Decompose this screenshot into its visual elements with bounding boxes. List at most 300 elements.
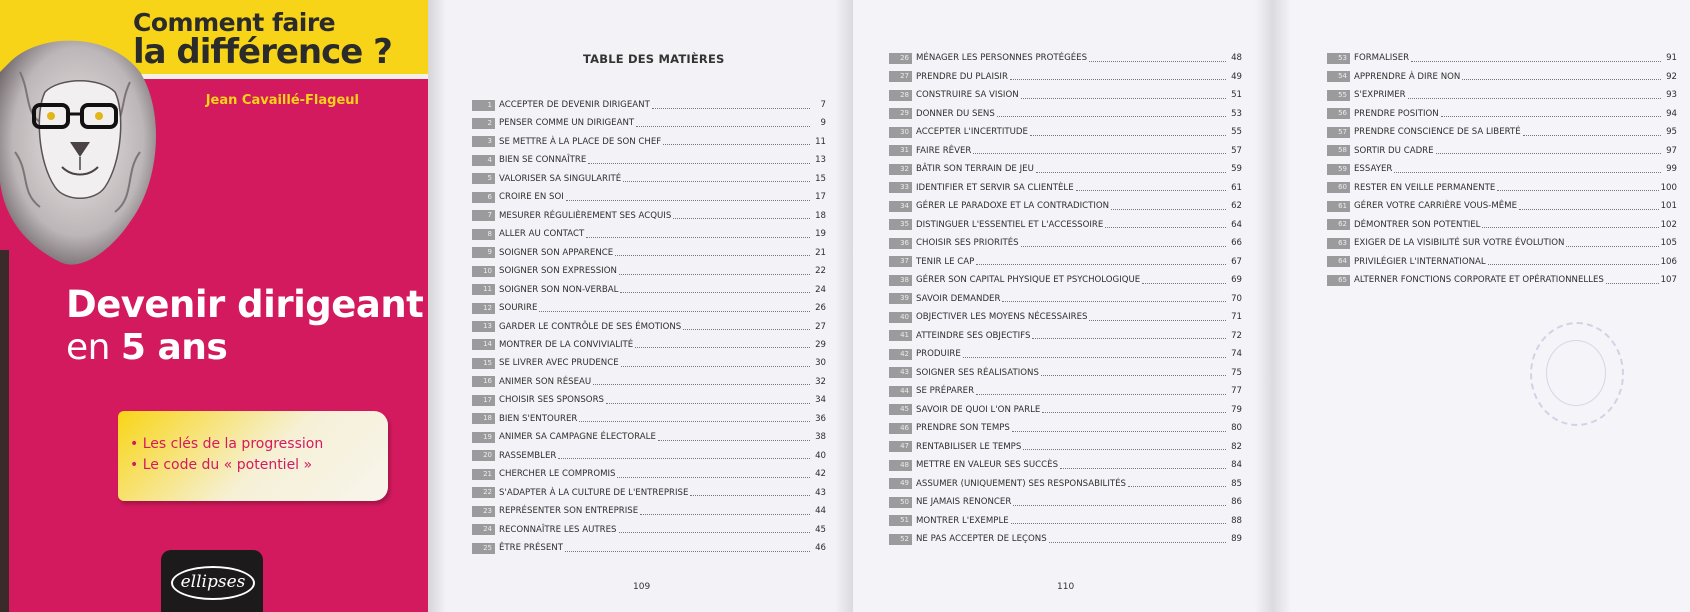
dot-leader bbox=[1411, 61, 1661, 62]
chapter-title: ACCEPTER L'INCERTITUDE bbox=[916, 127, 1028, 137]
selling-points-box bbox=[118, 411, 388, 501]
chapter-number: 11 bbox=[472, 284, 495, 295]
dot-leader bbox=[1049, 542, 1226, 543]
publisher-badge bbox=[161, 550, 263, 612]
chapter-page: 51 bbox=[1231, 90, 1242, 100]
chapter-page: 7 bbox=[820, 100, 826, 110]
toc-entry bbox=[1327, 162, 1677, 176]
toc-entry bbox=[472, 412, 826, 426]
chapter-number: 15 bbox=[472, 358, 495, 369]
dot-leader bbox=[1011, 523, 1226, 524]
chapter-number: 46 bbox=[889, 423, 912, 434]
chapter-title: RENTABILISER LE TEMPS bbox=[916, 441, 1022, 452]
dot-leader bbox=[615, 255, 810, 256]
chapter-page: 100 bbox=[1660, 182, 1677, 193]
chapter-title: SE LIVRER AVEC PRUDENCE bbox=[499, 358, 619, 369]
chapter-page: 94 bbox=[1666, 108, 1677, 119]
chapter-number: 41 bbox=[889, 330, 912, 341]
chapter-page: 80 bbox=[1231, 423, 1242, 433]
chapter-page: 88 bbox=[1231, 515, 1242, 526]
chapter-number: 51 bbox=[889, 515, 912, 526]
chapter-page: 85 bbox=[1231, 478, 1242, 489]
chapter-title: NE JAMAIS RENONCER bbox=[916, 497, 1012, 507]
chapter-title: SAVOIR DEMANDER bbox=[916, 293, 1001, 304]
toc-entry bbox=[472, 486, 826, 500]
toc-page-111 bbox=[1273, 0, 1690, 612]
series-title-line1: Comment faire bbox=[133, 8, 336, 37]
chapter-page: 77 bbox=[1231, 386, 1242, 396]
dot-leader bbox=[1519, 209, 1659, 210]
toc-entry bbox=[889, 255, 1242, 269]
chapter-page: 17 bbox=[815, 192, 826, 203]
dot-leader bbox=[1030, 135, 1226, 136]
chapter-page: 45 bbox=[815, 524, 826, 535]
chapter-page: 64 bbox=[1231, 219, 1242, 230]
chapter-page: 19 bbox=[815, 229, 826, 240]
toc-entry bbox=[889, 366, 1242, 380]
dot-leader bbox=[1523, 135, 1661, 136]
dot-leader bbox=[663, 144, 810, 145]
toc-entry bbox=[472, 190, 826, 204]
chapter-page: 69 bbox=[1231, 275, 1242, 285]
toc-entry bbox=[472, 449, 826, 463]
chapter-number: 40 bbox=[889, 312, 912, 323]
chapter-number: 62 bbox=[1327, 219, 1350, 230]
chapter-page: 79 bbox=[1231, 404, 1242, 415]
series-title-line2: la différence ? bbox=[133, 32, 392, 72]
chapter-number: 45 bbox=[889, 404, 912, 415]
dot-leader bbox=[586, 237, 810, 238]
toc-entry bbox=[889, 144, 1242, 158]
chapter-title: FAIRE RÊVER bbox=[916, 145, 972, 156]
chapter-page: 92 bbox=[1666, 71, 1677, 82]
chapter-title: PRENDRE POSITION bbox=[1354, 108, 1439, 119]
dot-leader bbox=[1111, 209, 1226, 210]
dot-leader bbox=[635, 347, 810, 348]
chapter-page: 26 bbox=[815, 303, 826, 314]
chapter-title: ALTERNER FONCTIONS CORPORATE ET OPÉRATIONNELLES bbox=[1354, 275, 1604, 285]
toc-entry bbox=[472, 227, 826, 241]
dot-leader bbox=[621, 366, 810, 367]
chapter-title: RECONNAÎTRE LES AUTRES bbox=[499, 524, 617, 535]
toc-title: TABLE DES MATIÈRES bbox=[583, 52, 725, 66]
dot-leader bbox=[1002, 301, 1226, 302]
chapter-number: 23 bbox=[472, 506, 495, 517]
dot-leader bbox=[976, 394, 1226, 395]
chapter-title: SOURIRE bbox=[499, 303, 538, 314]
chapter-page: 62 bbox=[1231, 201, 1242, 211]
toc-entry bbox=[472, 375, 826, 389]
chapter-title: ASSUMER (UNIQUEMENT) SES RESPONSABILITÉS bbox=[916, 478, 1127, 489]
chapter-title: DISTINGUER L'ESSENTIEL ET L'ACCESSOIRE bbox=[916, 219, 1104, 230]
chapter-title: FORMALISER bbox=[1354, 53, 1410, 63]
chapter-title: PRENDRE CONSCIENCE DE SA LIBERTÉ bbox=[1354, 127, 1521, 137]
toc-entry bbox=[889, 51, 1242, 65]
dot-leader bbox=[1441, 116, 1661, 117]
chapter-number: 28 bbox=[889, 90, 912, 101]
dot-leader bbox=[1036, 172, 1226, 173]
chapter-page: 102 bbox=[1660, 219, 1677, 230]
dot-leader bbox=[1089, 320, 1226, 321]
chapter-number: 63 bbox=[1327, 238, 1350, 249]
toc-entry bbox=[889, 107, 1242, 121]
toc-entry bbox=[472, 283, 826, 297]
chapter-page: 84 bbox=[1231, 460, 1242, 470]
toc-entry bbox=[472, 209, 826, 223]
chapter-page: 72 bbox=[1231, 330, 1242, 341]
chapter-number: 58 bbox=[1327, 145, 1350, 156]
toc-entry bbox=[472, 135, 826, 149]
dot-leader bbox=[623, 181, 810, 182]
toc-entry bbox=[889, 88, 1242, 102]
toc-entry bbox=[472, 504, 826, 518]
dot-leader bbox=[1408, 98, 1661, 99]
toc-entry bbox=[1327, 144, 1677, 158]
chapter-page: 29 bbox=[815, 339, 826, 350]
toc-entry bbox=[1327, 199, 1677, 213]
dot-leader bbox=[606, 403, 810, 404]
chapter-page: 44 bbox=[815, 506, 826, 517]
toc-entry bbox=[1327, 88, 1677, 102]
dot-leader bbox=[1089, 61, 1226, 62]
dot-leader bbox=[1076, 190, 1226, 191]
toc-page-110 bbox=[853, 0, 1273, 612]
chapter-title: ATTEINDRE SES OBJECTIFS bbox=[916, 330, 1031, 341]
toc-entry bbox=[1327, 273, 1677, 287]
chapter-number: 13 bbox=[472, 321, 495, 332]
chapter-title: GÉRER SON CAPITAL PHYSIQUE ET PSYCHOLOGIQUE bbox=[916, 275, 1141, 285]
chapter-title: CHOISIR SES SPONSORS bbox=[499, 395, 605, 406]
chapter-number: 5 bbox=[472, 173, 495, 184]
chapter-page: 89 bbox=[1231, 534, 1242, 544]
chapter-number: 50 bbox=[889, 497, 912, 508]
toc-entry bbox=[889, 384, 1242, 398]
toc-entry bbox=[889, 199, 1242, 213]
dot-leader bbox=[1128, 486, 1226, 487]
chapter-number: 37 bbox=[889, 256, 912, 267]
dot-leader bbox=[1021, 246, 1226, 247]
chapter-title: ANIMER SON RÉSEAU bbox=[499, 376, 592, 387]
chapter-number: 36 bbox=[889, 238, 912, 249]
page-number-109: 109 bbox=[633, 582, 651, 592]
chapter-page: 38 bbox=[815, 432, 826, 443]
chapter-number: 10 bbox=[472, 266, 495, 277]
chapter-page: 91 bbox=[1666, 53, 1677, 63]
chapter-title: GARDER LE CONTRÔLE DE SES ÉMOTIONS bbox=[499, 321, 682, 332]
toc-entry bbox=[889, 273, 1242, 287]
chapter-title: PENSER COMME UN DIRIGEANT bbox=[499, 118, 635, 129]
chapter-title: BÂTIR SON TERRAIN DE JEU bbox=[916, 164, 1034, 174]
toc-entry bbox=[472, 172, 826, 186]
chapter-page: 21 bbox=[815, 247, 826, 258]
chapter-number: 52 bbox=[889, 534, 912, 545]
dot-leader bbox=[558, 458, 810, 459]
dot-leader bbox=[1060, 468, 1226, 469]
book-cover bbox=[0, 0, 428, 612]
toc-entry bbox=[472, 430, 826, 444]
dot-leader bbox=[997, 116, 1226, 117]
chapter-number: 4 bbox=[472, 155, 495, 166]
dot-leader bbox=[1023, 449, 1226, 450]
dot-leader bbox=[1566, 246, 1658, 247]
library-stamp-icon bbox=[1530, 322, 1624, 426]
chapter-title: VALORISER SA SINGULARITÉ bbox=[499, 173, 622, 184]
dot-leader bbox=[565, 551, 810, 552]
dot-leader bbox=[1482, 227, 1658, 228]
chapter-page: 36 bbox=[815, 413, 826, 424]
dot-leader bbox=[1394, 172, 1661, 173]
cover-spine-edge bbox=[0, 250, 9, 612]
chapter-title: PRIVILÉGIER L'INTERNATIONAL bbox=[1354, 256, 1486, 267]
chapter-page: 61 bbox=[1231, 182, 1242, 193]
chapter-number: 20 bbox=[472, 450, 495, 461]
chapter-number: 12 bbox=[472, 303, 495, 314]
chapter-number: 3 bbox=[472, 136, 495, 147]
toc-entry bbox=[889, 532, 1242, 546]
toc-entry bbox=[1327, 218, 1677, 232]
chapter-number: 39 bbox=[889, 293, 912, 304]
chapter-page: 13 bbox=[815, 155, 826, 166]
page-gutter-shadow bbox=[428, 0, 446, 612]
dot-leader bbox=[636, 126, 810, 127]
page-gutter-shadow-left bbox=[1273, 0, 1291, 612]
chapter-number: 31 bbox=[889, 145, 912, 156]
toc-entry bbox=[889, 477, 1242, 491]
chapter-number: 49 bbox=[889, 478, 912, 489]
chapter-page: 46 bbox=[815, 543, 826, 554]
chapter-page: 32 bbox=[815, 376, 826, 387]
toc-entry bbox=[889, 403, 1242, 417]
book-title-line2 bbox=[66, 327, 227, 368]
chapter-title: CROIRE EN SOI bbox=[499, 192, 564, 203]
toc-entry bbox=[472, 264, 826, 278]
chapter-number: 9 bbox=[472, 247, 495, 258]
chapter-title: DONNER DU SENS bbox=[916, 108, 995, 119]
dot-leader bbox=[1042, 412, 1226, 413]
chapter-title: ACCEPTER DE DEVENIR DIRIGEANT bbox=[499, 100, 650, 110]
toc-entry bbox=[889, 70, 1242, 84]
chapter-page: 107 bbox=[1660, 275, 1677, 285]
chapter-number: 33 bbox=[889, 182, 912, 193]
page-number-110: 110 bbox=[1057, 582, 1075, 592]
chapter-number: 27 bbox=[889, 71, 912, 82]
toc-entry bbox=[472, 541, 826, 555]
dot-leader bbox=[673, 218, 810, 219]
chapter-title: EXIGER DE LA VISIBILITÉ SUR VOTRE ÉVOLUTION bbox=[1354, 238, 1565, 248]
toc-entry bbox=[889, 514, 1242, 528]
chapter-title: OBJECTIVER LES MOYENS NÉCESSAIRES bbox=[916, 312, 1088, 322]
chapter-title: PRENDRE DU PLAISIR bbox=[916, 71, 1008, 82]
chapter-title: SORTIR DU CADRE bbox=[1354, 145, 1434, 156]
chapter-number: 65 bbox=[1327, 275, 1350, 286]
chapter-page: 82 bbox=[1231, 441, 1242, 452]
chapter-title: MESURER RÉGULIÈREMENT SES ACQUIS bbox=[499, 210, 672, 221]
chapter-title: BIEN SE CONNAÎTRE bbox=[499, 155, 587, 166]
dot-leader bbox=[617, 477, 810, 478]
chapter-title: S'ADAPTER À LA CULTURE DE L'ENTREPRISE bbox=[499, 487, 689, 498]
chapter-number: 64 bbox=[1327, 256, 1350, 267]
lion-illustration-icon bbox=[0, 32, 160, 282]
dot-leader bbox=[1013, 505, 1226, 506]
chapter-number: 17 bbox=[472, 395, 495, 406]
chapter-title: TENIR LE CAP bbox=[916, 256, 975, 267]
chapter-title: RASSEMBLER bbox=[499, 450, 557, 461]
chapter-title: REPRÉSENTER SON ENTREPRISE bbox=[499, 506, 639, 517]
chapter-number: 25 bbox=[472, 543, 495, 554]
chapter-title: IDENTIFIER ET SERVIR SA CLIENTÈLE bbox=[916, 182, 1074, 193]
dot-leader bbox=[683, 329, 810, 330]
dot-leader bbox=[963, 357, 1226, 358]
toc-entry bbox=[472, 301, 826, 315]
selling-point-2: • Le code du « potentiel » bbox=[130, 457, 313, 473]
chapter-page: 101 bbox=[1660, 201, 1677, 211]
chapter-page: 40 bbox=[815, 450, 826, 461]
chapter-number: 32 bbox=[889, 164, 912, 175]
chapter-number: 7 bbox=[472, 210, 495, 221]
chapter-page: 70 bbox=[1231, 293, 1242, 304]
toc-entry bbox=[889, 347, 1242, 361]
toc-entry bbox=[1327, 236, 1677, 250]
chapter-title: SE METTRE À LA PLACE DE SON CHEF bbox=[499, 136, 662, 147]
chapter-page: 53 bbox=[1231, 108, 1242, 119]
chapter-number: 24 bbox=[472, 524, 495, 535]
dot-leader bbox=[566, 200, 810, 201]
chapter-number: 6 bbox=[472, 192, 495, 203]
chapter-number: 2 bbox=[472, 118, 495, 129]
toc-entry bbox=[889, 440, 1242, 454]
chapter-number: 47 bbox=[889, 441, 912, 452]
chapter-title: METTRE EN VALEUR SES SUCCÈS bbox=[916, 460, 1059, 470]
chapter-number: 35 bbox=[889, 219, 912, 230]
chapter-number: 18 bbox=[472, 413, 495, 424]
dot-leader bbox=[1041, 375, 1226, 376]
dot-leader bbox=[1105, 227, 1226, 228]
chapter-number: 38 bbox=[889, 275, 912, 286]
toc-entry bbox=[889, 181, 1242, 195]
chapter-page: 9 bbox=[820, 118, 826, 129]
chapter-number: 43 bbox=[889, 367, 912, 378]
toc-entry bbox=[889, 495, 1242, 509]
chapter-number: 14 bbox=[472, 339, 495, 350]
chapter-page: 74 bbox=[1231, 349, 1242, 359]
toc-entry bbox=[889, 218, 1242, 232]
chapter-page: 48 bbox=[1231, 53, 1242, 63]
dot-leader bbox=[588, 163, 810, 164]
dot-leader bbox=[579, 421, 810, 422]
toc-entry bbox=[889, 329, 1242, 343]
dot-leader bbox=[620, 292, 810, 293]
chapter-title: ESSAYER bbox=[1354, 164, 1393, 174]
chapter-title: S'EXPRIMER bbox=[1354, 90, 1406, 100]
chapter-title: MÉNAGER LES PERSONNES PROTÉGÉES bbox=[916, 53, 1088, 63]
toc-entry bbox=[889, 421, 1242, 435]
page-gutter-shadow-right bbox=[1255, 0, 1273, 612]
chapter-number: 8 bbox=[472, 229, 495, 240]
toc-entry bbox=[472, 356, 826, 370]
chapter-number: 60 bbox=[1327, 182, 1350, 193]
toc-entry bbox=[1327, 125, 1677, 139]
chapter-title: ANIMER SA CAMPAGNE ÉLECTORALE bbox=[499, 432, 656, 443]
toc-entry bbox=[889, 292, 1242, 306]
chapter-page: 93 bbox=[1666, 90, 1677, 100]
chapter-title: RESTER EN VEILLE PERMANENTE bbox=[1354, 182, 1496, 193]
dot-leader bbox=[690, 495, 810, 496]
toc-entry bbox=[889, 310, 1242, 324]
toc-entry bbox=[1327, 70, 1677, 84]
toc-entry bbox=[472, 393, 826, 407]
chapter-page: 97 bbox=[1666, 145, 1677, 156]
dot-leader bbox=[1012, 431, 1226, 432]
chapter-title: MONTRER DE LA CONVIVIALITÉ bbox=[499, 339, 634, 350]
chapter-page: 18 bbox=[815, 210, 826, 221]
selling-point-1: • Les clés de la progression bbox=[130, 436, 324, 452]
toc-entry bbox=[472, 523, 826, 537]
chapter-page: 27 bbox=[815, 321, 826, 332]
chapter-title: SAVOIR DE QUOI L'ON PARLE bbox=[916, 404, 1041, 415]
toc-entry bbox=[472, 467, 826, 481]
chapter-number: 59 bbox=[1327, 164, 1350, 175]
toc-page-109 bbox=[428, 0, 853, 612]
book-title-line1: Devenir dirigeant bbox=[66, 283, 424, 326]
chapter-number: 1 bbox=[472, 100, 495, 111]
chapter-page: 99 bbox=[1666, 164, 1677, 174]
dot-leader bbox=[652, 108, 810, 109]
dot-leader bbox=[640, 514, 810, 515]
chapter-page: 22 bbox=[815, 266, 826, 277]
page-gutter-shadow-right bbox=[835, 0, 853, 612]
chapter-title: GÉRER VOTRE CARRIÈRE VOUS-MÊME bbox=[1354, 201, 1518, 211]
chapter-page: 67 bbox=[1231, 256, 1242, 267]
chapter-title: ÊTRE PRÉSENT bbox=[499, 543, 563, 554]
chapter-title: SOIGNER SON EXPRESSION bbox=[499, 266, 617, 277]
chapter-page: 75 bbox=[1231, 367, 1242, 378]
dot-leader bbox=[973, 153, 1226, 154]
dot-leader bbox=[1497, 190, 1658, 191]
chapter-page: 15 bbox=[815, 173, 826, 184]
toc-entry bbox=[472, 246, 826, 260]
chapter-title: ALLER AU CONTACT bbox=[499, 229, 585, 240]
chapter-number: 61 bbox=[1327, 201, 1350, 212]
chapter-number: 44 bbox=[889, 386, 912, 397]
chapter-page: 34 bbox=[815, 395, 826, 406]
toc-entry bbox=[889, 125, 1242, 139]
chapter-page: 42 bbox=[815, 469, 826, 480]
chapter-page: 30 bbox=[815, 358, 826, 369]
chapter-page: 59 bbox=[1231, 164, 1242, 174]
toc-entry bbox=[889, 458, 1242, 472]
dot-leader bbox=[1606, 283, 1659, 284]
toc-entry bbox=[1327, 51, 1677, 65]
chapter-page: 106 bbox=[1660, 256, 1677, 267]
toc-entry bbox=[1327, 255, 1677, 269]
chapter-title: CHERCHER LE COMPROMIS bbox=[499, 469, 616, 480]
chapter-title: CHOISIR SES PRIORITÉS bbox=[916, 238, 1019, 248]
chapter-number: 22 bbox=[472, 487, 495, 498]
chapter-number: 26 bbox=[889, 53, 912, 64]
chapter-title: SOIGNER SON NON-VERBAL bbox=[499, 284, 619, 295]
chapter-page: 105 bbox=[1660, 238, 1677, 248]
chapter-number: 19 bbox=[472, 432, 495, 443]
toc-entry bbox=[472, 153, 826, 167]
chapter-number: 29 bbox=[889, 108, 912, 119]
chapter-title: NE PAS ACCEPTER DE LEÇONS bbox=[916, 534, 1047, 544]
title-bold: 5 ans bbox=[120, 327, 228, 368]
chapter-page: 57 bbox=[1231, 145, 1242, 156]
dot-leader bbox=[539, 311, 810, 312]
dot-leader bbox=[619, 274, 810, 275]
toc-entry bbox=[472, 116, 826, 130]
chapter-number: 21 bbox=[472, 469, 495, 480]
